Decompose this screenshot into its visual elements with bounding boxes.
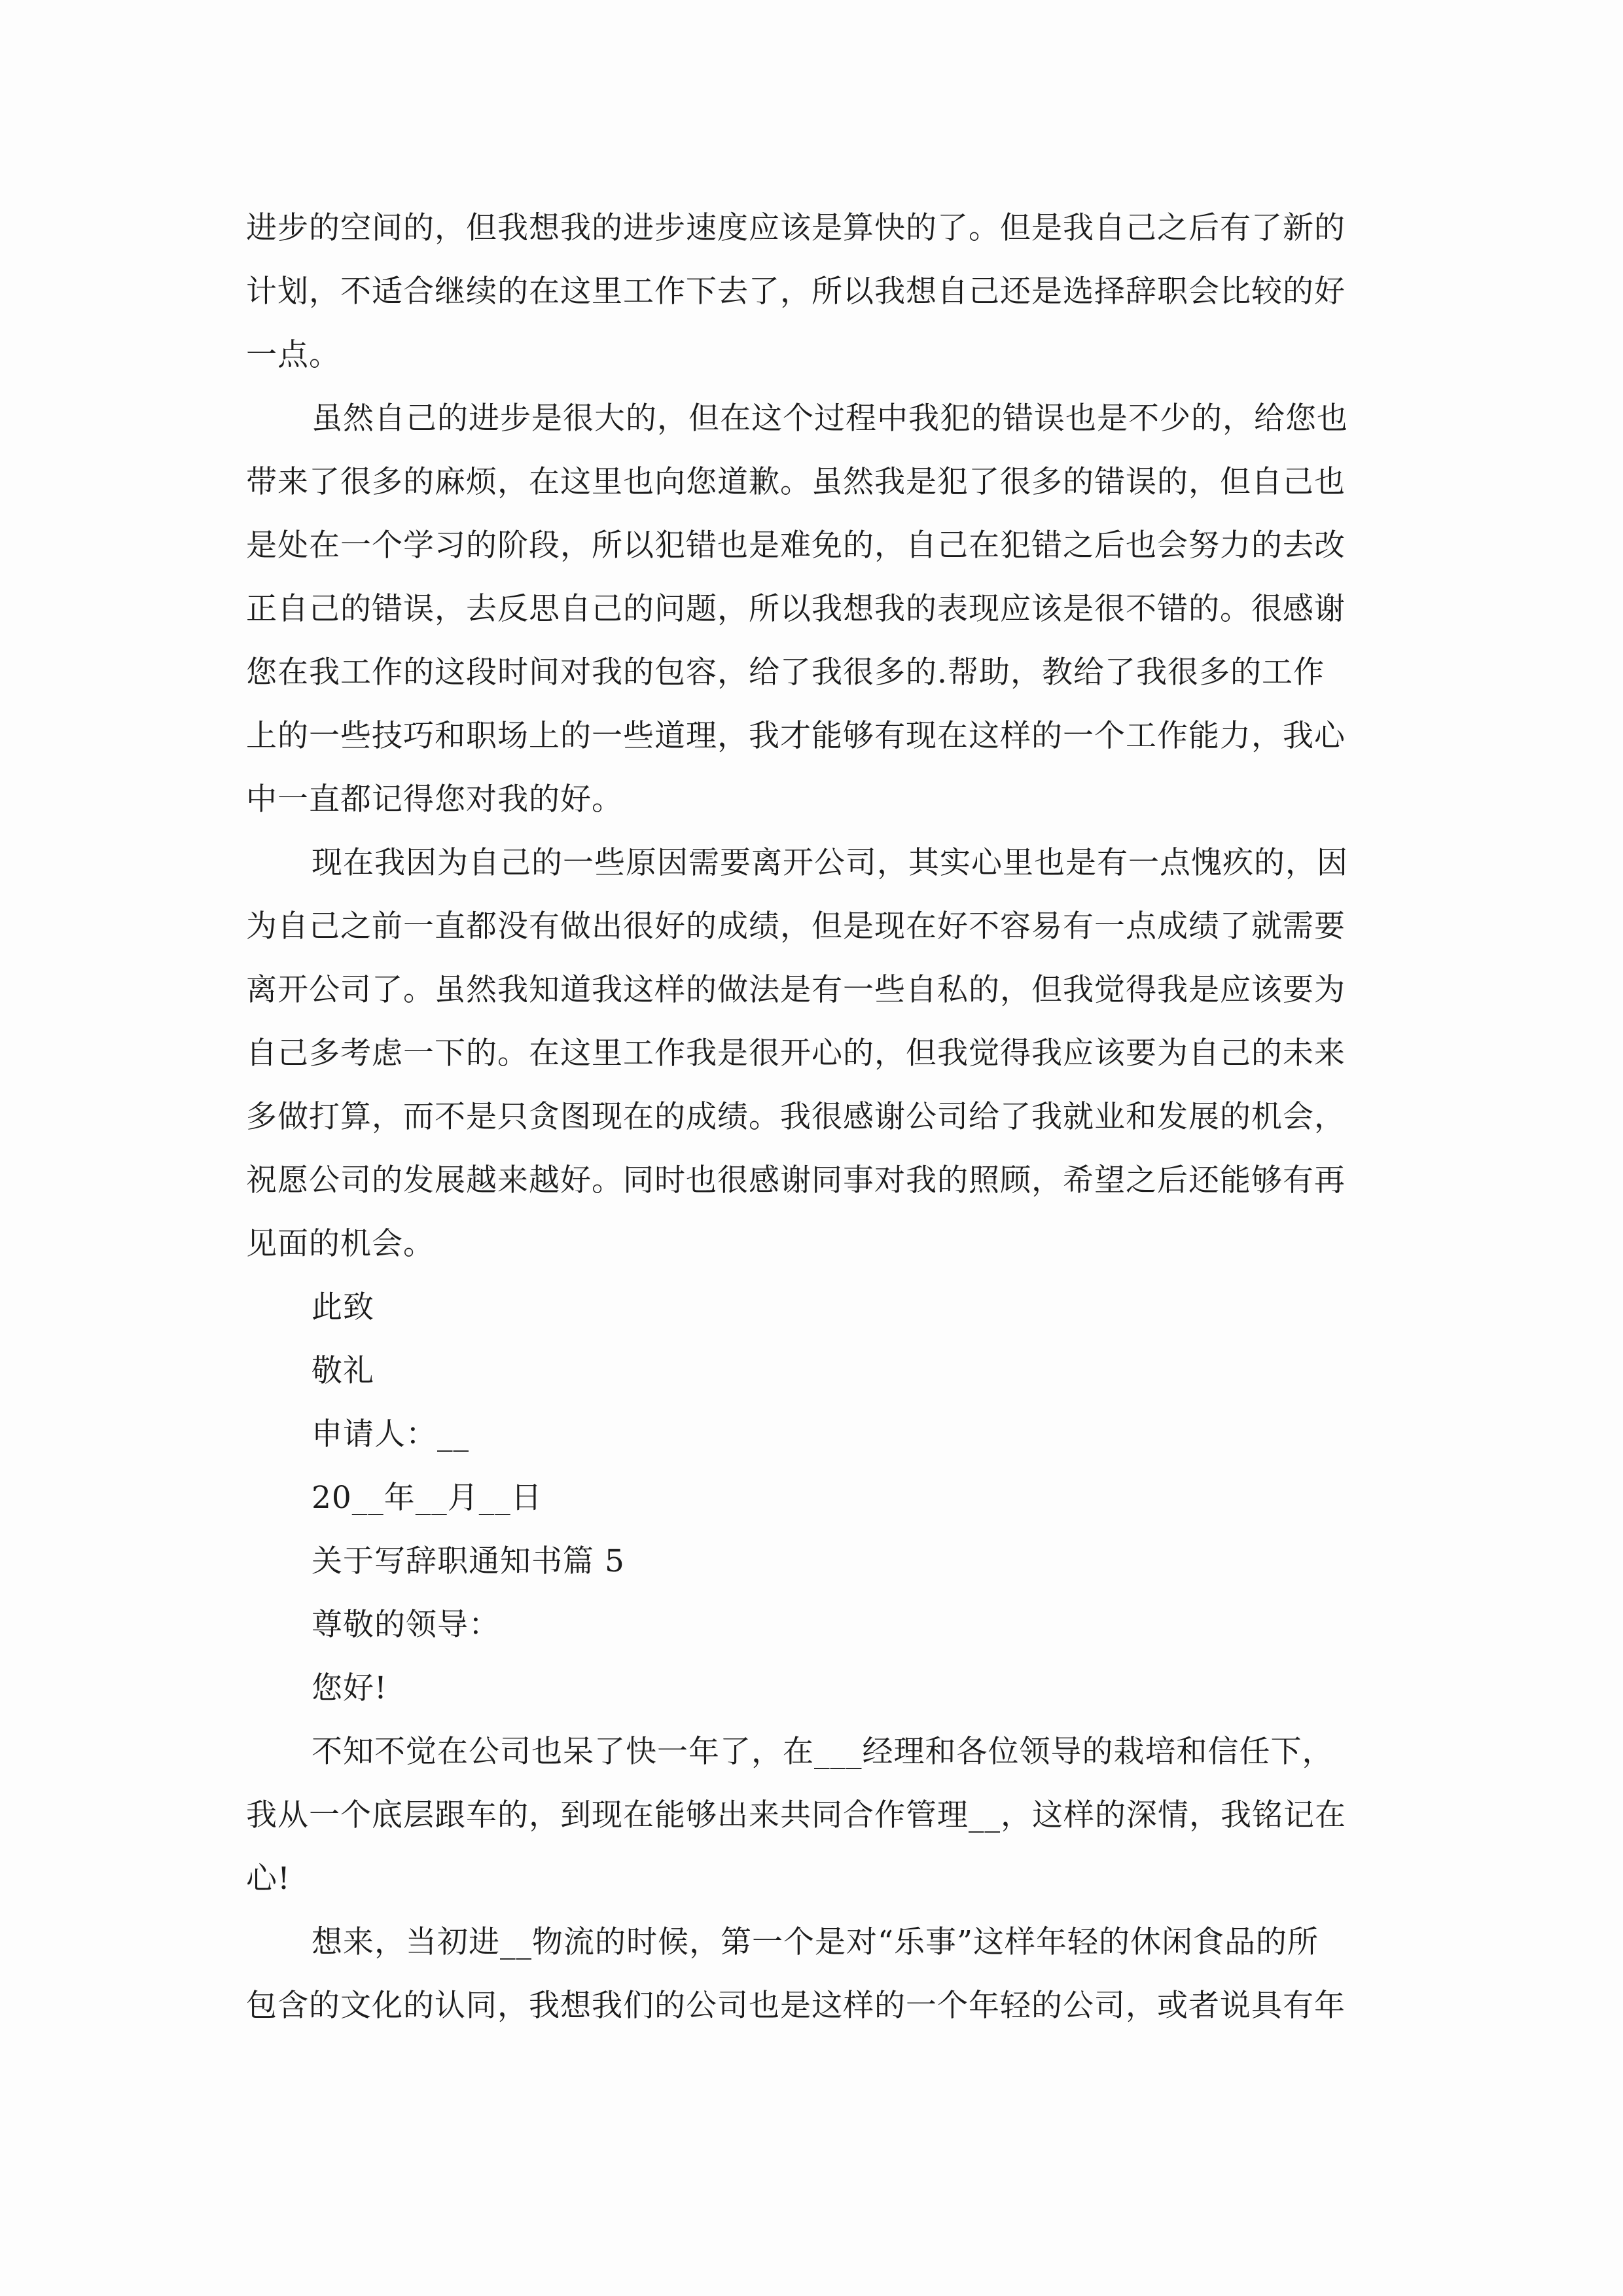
text-line: 是处在一个学习的阶段，所以犯错也是难免的，自己在犯错之后也会努力的去改 xyxy=(246,528,1346,564)
text-line: 离开公司了。虽然我知道我这样的做法是有一些自私的，但我觉得我是应该要为 xyxy=(246,972,1346,1008)
text-line: 多做打算，而不是只贪图现在的成绩。我很感谢公司给了我就业和发展的机会， xyxy=(246,1099,1346,1135)
text-line: 20__年__月__日 xyxy=(312,1480,543,1516)
text-line: 为自己之前一直都没有做出很好的成绩，但是现在好不容易有一点成绩了就需要 xyxy=(246,908,1346,944)
text-line: 想来，当初进__物流的时候，第一个是对“乐事”这样年轻的休闲食品的所 xyxy=(312,1924,1319,1960)
text-line: 不知不觉在公司也呆了快一年了，在___经理和各位领导的栽培和信任下， xyxy=(312,1734,1334,1770)
text-line: 关于写辞职通知书篇 5 xyxy=(312,1543,625,1579)
text-line: 中一直都记得您对我的好。 xyxy=(246,781,623,817)
text-line: 进步的空间的，但我想我的进步速度应该是算快的了。但是我自己之后有了新的 xyxy=(246,210,1346,246)
text-line: 您在我工作的这段时间对我的包容，给了我很多的.帮助，教给了我很多的工作 xyxy=(246,655,1325,691)
document-body xyxy=(246,196,1385,2037)
text-line: 自己多考虑一下的。在这里工作我是很开心的，但我觉得我应该要为自己的未来 xyxy=(246,1035,1346,1071)
text-line: 申请人：__ xyxy=(312,1416,469,1452)
text-line: 上的一些技巧和职场上的一些道理，我才能够有现在这样的一个工作能力，我心 xyxy=(246,718,1346,754)
text-line: 心! xyxy=(246,1861,291,1897)
text-line: 带来了很多的麻烦，在这里也向您道歉。虽然我是犯了很多的错误的，但自己也 xyxy=(246,464,1346,500)
text-line: 包含的文化的认同，我想我们的公司也是这样的一个年轻的公司，或者说具有年 xyxy=(246,1988,1346,2024)
text-line: 我从一个底层跟车的，到现在能够出来共同合作管理__，这样的深情，我铭记在 xyxy=(246,1797,1346,1833)
text-line: 祝愿公司的发展越来越好。同时也很感谢同事对我的照顾，希望之后还能够有再 xyxy=(246,1162,1346,1198)
text-line: 现在我因为自己的一些原因需要离开公司，其实心里也是有一点愧疚的，因 xyxy=(312,845,1348,881)
text-line: 见面的机会。 xyxy=(246,1226,435,1262)
text-line: 一点。 xyxy=(246,337,340,373)
text-line: 此致 xyxy=(312,1289,374,1325)
text-line: 尊敬的领导： xyxy=(312,1607,500,1643)
text-line: 正自己的错误，去反思自己的问题，所以我想我的表现应该是很不错的。很感谢 xyxy=(246,591,1346,627)
text-line: 您好! xyxy=(312,1670,387,1706)
text-line: 虽然自己的进步是很大的，但在这个过程中我犯的错误也是不少的，给您也 xyxy=(312,401,1348,437)
text-line: 计划，不适合继续的在这里工作下去了，所以我想自己还是选择辞职会比较的好 xyxy=(246,274,1346,310)
text-line: 敬礼 xyxy=(312,1353,374,1389)
